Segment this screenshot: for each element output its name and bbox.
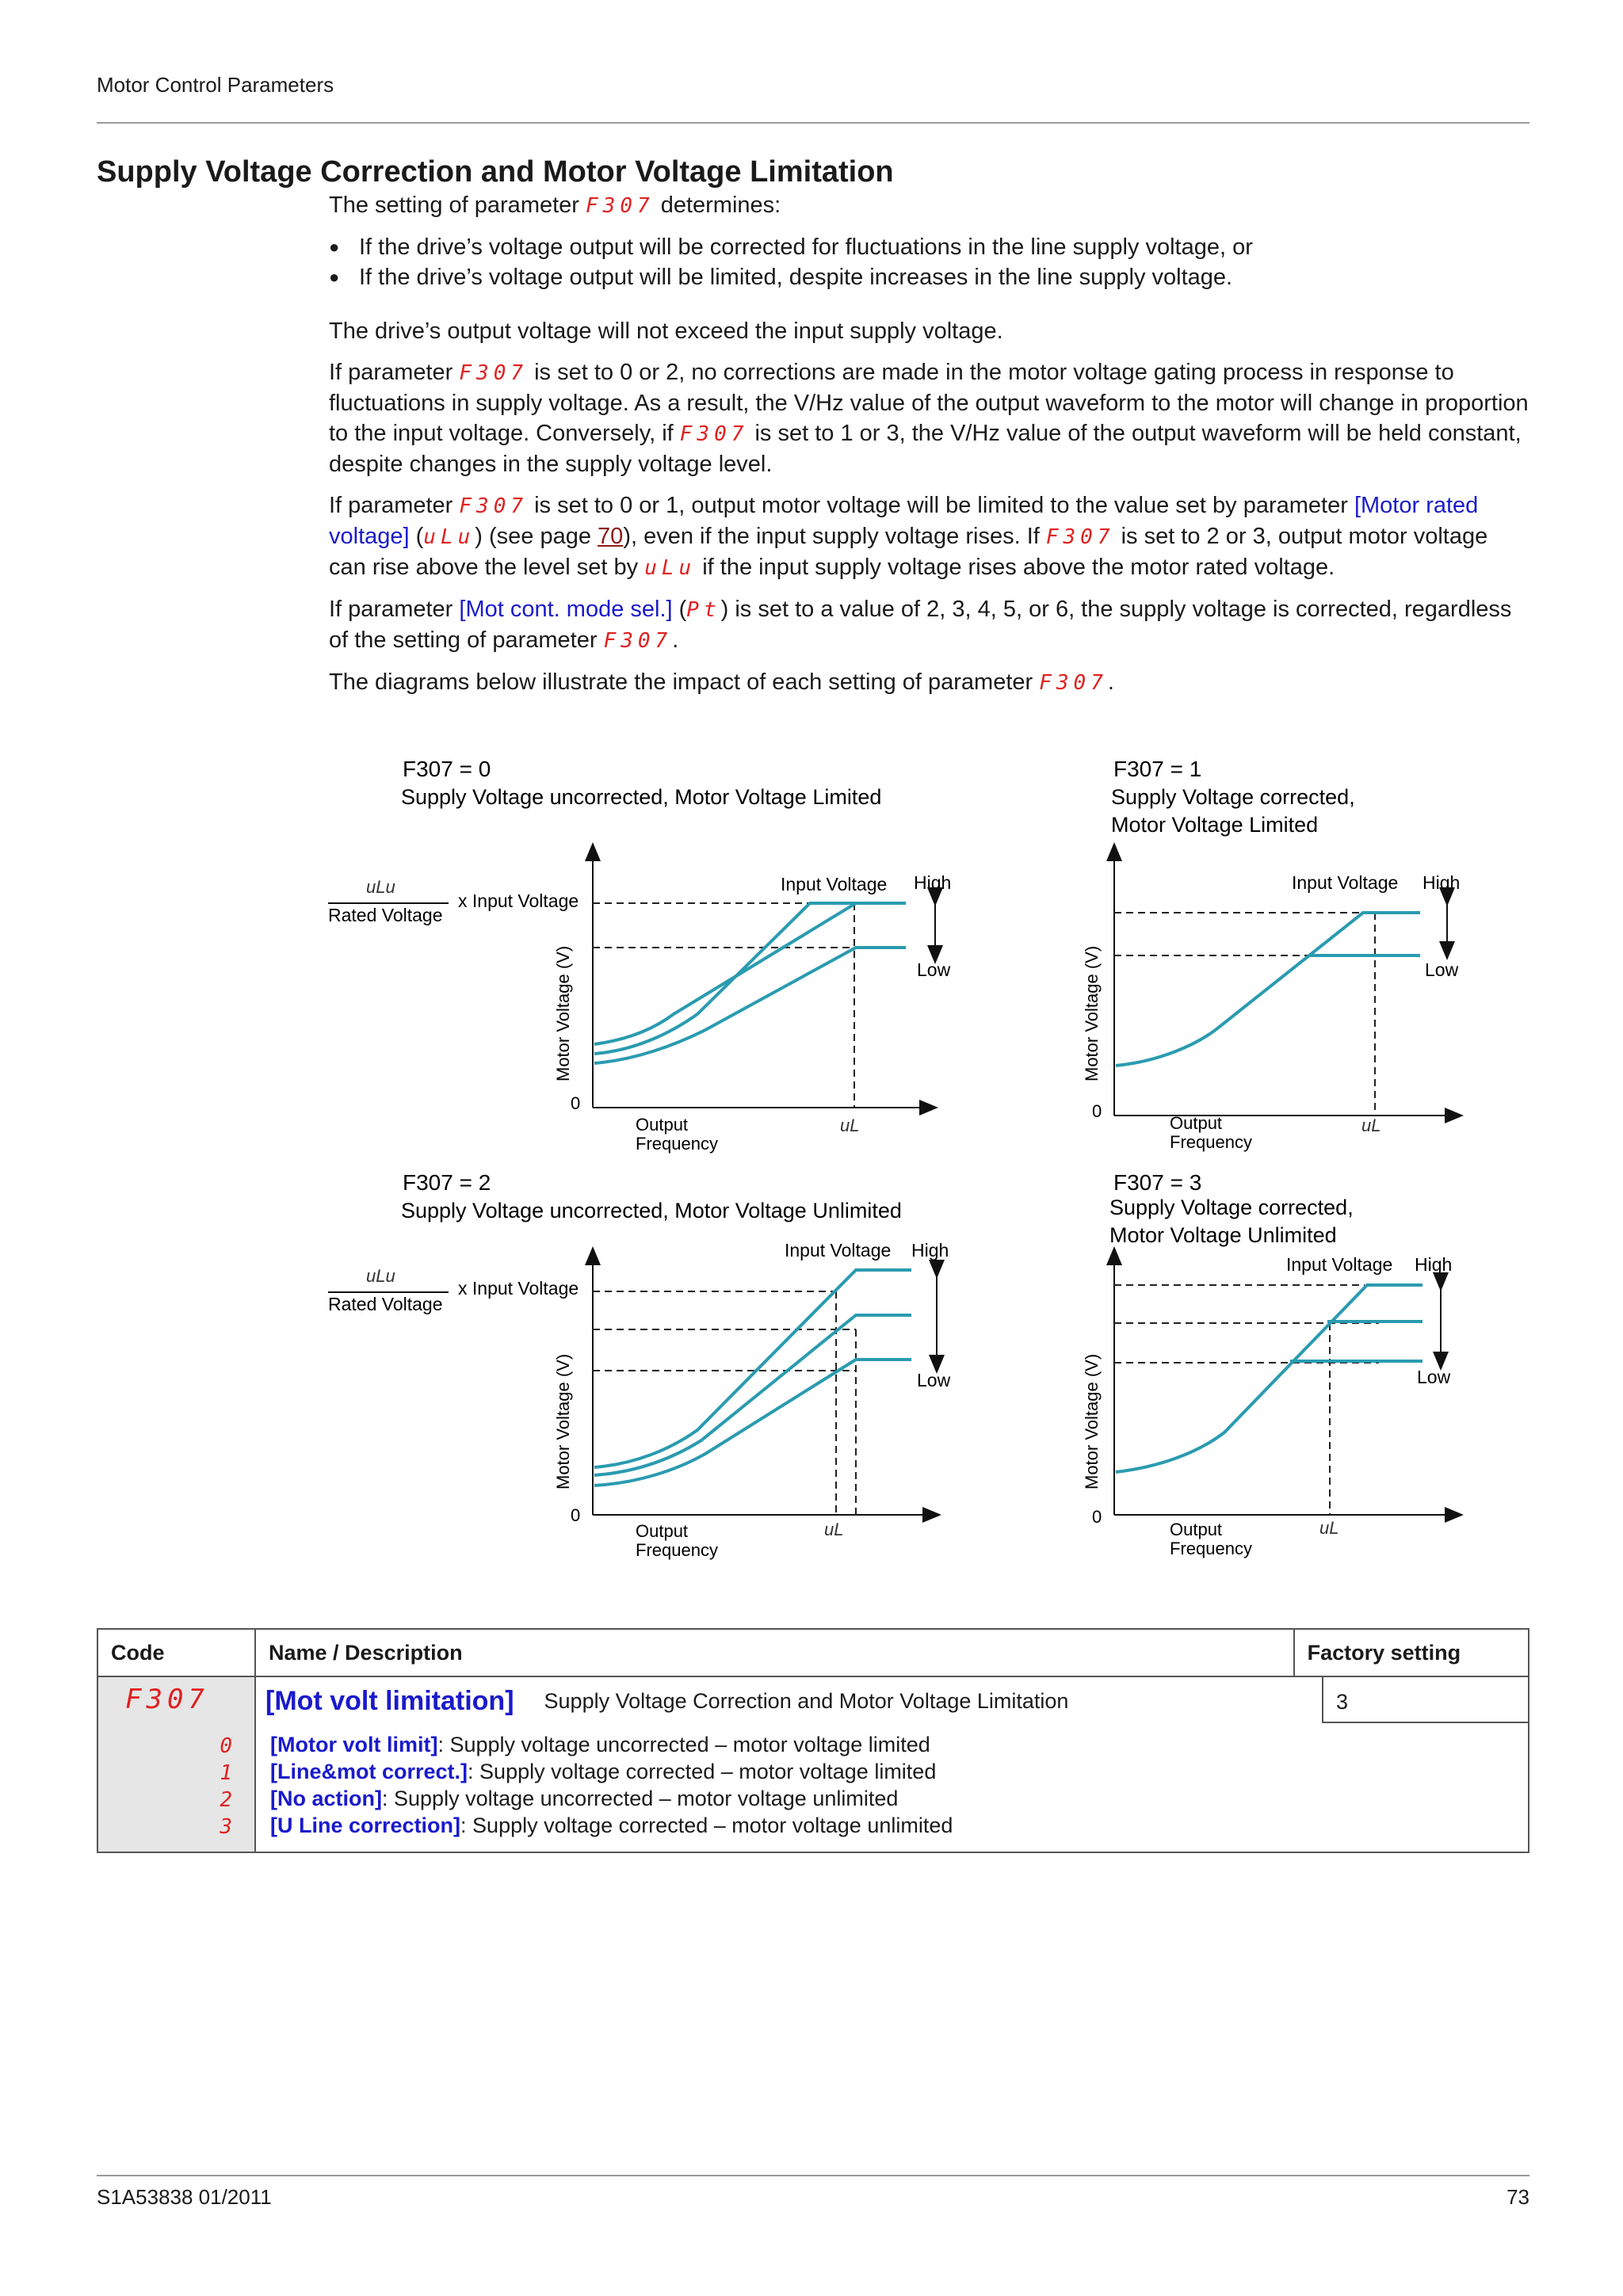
ul-label: uL bbox=[824, 1520, 844, 1539]
ulu-label: uLu bbox=[366, 1266, 395, 1286]
diagram-title: F307 = 0 bbox=[403, 757, 491, 781]
zero-label: 0 bbox=[571, 1505, 581, 1525]
diagram-subtitle: Motor Voltage Unlimited bbox=[1109, 1223, 1337, 1247]
option-item: [Line&mot correct.]: Supply voltage corrected – motor voltage limited bbox=[270, 1760, 937, 1783]
x-axis-label: Output bbox=[636, 1115, 689, 1135]
x-axis-label: Frequency bbox=[636, 1134, 718, 1154]
low-label: Low bbox=[917, 1370, 951, 1390]
low-label: Low bbox=[1417, 1367, 1451, 1387]
guide-lines bbox=[1114, 913, 1375, 1116]
paragraph: The drive’s output voltage will not exceed the input supply voltage. bbox=[329, 318, 1003, 344]
voltage-curves bbox=[594, 1270, 911, 1486]
option-item: [No action]: Supply voltage uncorrected – motor voltage unlimited bbox=[270, 1787, 899, 1810]
param-code: F307 bbox=[679, 422, 749, 446]
input-voltage-label: Input Voltage bbox=[1286, 1254, 1393, 1275]
paragraph: If parameter F307 is set to 0 or 1, output motor voltage will be limited to the value set by parameter [Motor rated voltage] (uLu) (see page 70), even if the input supply voltage rises. If F307 is set to 2 or 3, output motor voltage can rise above the level set by uLu if the input supply voltage rises above the motor rated voltage. bbox=[329, 493, 1488, 580]
ul-label: uL bbox=[840, 1116, 860, 1135]
option-code: 1 bbox=[220, 1761, 233, 1785]
param-code: F307 bbox=[603, 629, 673, 653]
option-code: 2 bbox=[220, 1788, 233, 1812]
param-description: Supply Voltage Correction and Motor Voltage Limitation bbox=[544, 1688, 1069, 1713]
y-axis-label: Motor Voltage (V) bbox=[553, 1353, 573, 1489]
x-axis-label: Output bbox=[1170, 1113, 1223, 1133]
param-code: uLu bbox=[644, 556, 697, 580]
rated-voltage-label: Rated Voltage bbox=[328, 905, 443, 925]
input-voltage-label: Input Voltage bbox=[1292, 872, 1399, 893]
y-axis-label: Motor Voltage (V) bbox=[1082, 1353, 1102, 1489]
diagram-subtitle: Supply Voltage uncorrected, Motor Voltage Limited bbox=[401, 785, 882, 809]
x-axis-label: Frequency bbox=[636, 1540, 718, 1560]
ul-label: uL bbox=[1361, 1116, 1381, 1135]
param-code: F307 bbox=[125, 1684, 209, 1715]
running-header: Motor Control Parameters bbox=[97, 73, 334, 97]
column-header: Name / Description bbox=[255, 1629, 1294, 1676]
diagram-f307-3 bbox=[1082, 1170, 1454, 1558]
list-item: ● If the drive’s voltage output will be limited, despite increases in the line supply voltage. bbox=[329, 262, 1529, 292]
option-code: 0 bbox=[220, 1734, 233, 1758]
x-axis-label: Output bbox=[636, 1521, 689, 1541]
diagram-subtitle: Supply Voltage corrected, bbox=[1109, 1196, 1354, 1219]
diagram-title: F307 = 2 bbox=[403, 1170, 491, 1195]
option-list bbox=[256, 1725, 1528, 1850]
paragraph: If parameter F307 is set to 0 or 2, no corrections are made in the motor voltage gating process in response to fluctuations in supply voltage. As a result, the V/Hz value of the output waveform to the motor will change in proportion to the input voltage. Conversely, if F307 is set to 1 or 3, the V/Hz value of the output waveform will be held constant, despite changes in the supply voltage level. bbox=[329, 360, 1529, 477]
guide-lines bbox=[593, 903, 854, 1108]
column-header: Factory setting bbox=[1294, 1629, 1529, 1676]
paragraph: If parameter [Mot cont. mode sel.] (Pt) is set to a value of 2, 3, 4, 5, or 6, the supply voltage is corrected, regardless of the setting of parameter F307. bbox=[329, 597, 1512, 653]
high-label: High bbox=[1415, 1254, 1453, 1275]
menu-label: [Mot cont. mode sel.] bbox=[459, 597, 673, 622]
low-label: Low bbox=[1425, 959, 1459, 980]
diagram-subtitle: Supply Voltage uncorrected, Motor Voltage Unlimited bbox=[401, 1199, 902, 1222]
x-input-voltage-label: x Input Voltage bbox=[458, 1278, 579, 1299]
factory-setting: 3 bbox=[1336, 1690, 1349, 1714]
input-voltage-label: Input Voltage bbox=[781, 874, 888, 894]
voltage-curves bbox=[594, 903, 906, 1063]
description-cell bbox=[255, 1676, 1529, 1852]
option-item: [Motor volt limit]: Supply voltage uncorrected – motor voltage limited bbox=[270, 1733, 930, 1756]
column-header: Code bbox=[97, 1629, 255, 1676]
diagram-subtitle: Motor Voltage Limited bbox=[1111, 813, 1319, 837]
code-cell bbox=[97, 1676, 255, 1852]
param-code: Pt bbox=[686, 598, 721, 622]
x-axis-label: Output bbox=[1170, 1520, 1223, 1539]
diagram-subtitle: Supply Voltage corrected, bbox=[1111, 785, 1355, 809]
param-code: F307 bbox=[586, 194, 655, 218]
parameter-table bbox=[97, 1628, 1529, 1853]
page-link[interactable]: 70 bbox=[598, 524, 624, 549]
intro-paragraph: The setting of parameter F307 determines: bbox=[329, 193, 781, 218]
diagram-f307-2 bbox=[328, 1170, 951, 1560]
diagram-f307-1 bbox=[1082, 757, 1460, 1152]
param-code: F307 bbox=[1039, 671, 1108, 695]
high-label: High bbox=[911, 1240, 949, 1261]
input-voltage-label: Input Voltage bbox=[785, 1240, 892, 1261]
high-label: High bbox=[914, 872, 952, 893]
diagram-title: F307 = 3 bbox=[1113, 1170, 1202, 1195]
paragraph: The diagrams below illustrate the impact of each setting of parameter F307. bbox=[329, 669, 1114, 695]
zero-label: 0 bbox=[1092, 1507, 1102, 1527]
section-title: Supply Voltage Correction and Motor Voltage Limitation bbox=[97, 155, 894, 189]
diagram-f307-0 bbox=[328, 757, 951, 1154]
rated-voltage-label: Rated Voltage bbox=[328, 1294, 443, 1314]
y-axis-label: Motor Voltage (V) bbox=[553, 945, 573, 1081]
param-code: uLu bbox=[423, 525, 475, 549]
x-axis-label: Frequency bbox=[1170, 1539, 1252, 1558]
list-item: ● If the drive’s voltage output will be corrected for fluctuations in the line supply voltage, or bbox=[329, 232, 1529, 262]
zero-label: 0 bbox=[571, 1093, 581, 1113]
footer-doc-id: S1A53838 01/2011 bbox=[97, 2185, 272, 2209]
param-code: F307 bbox=[459, 361, 529, 385]
table-row bbox=[97, 1676, 1529, 1852]
x-input-voltage-label: x Input Voltage bbox=[458, 891, 579, 911]
ulu-label: uLu bbox=[366, 877, 395, 897]
ul-label: uL bbox=[1319, 1518, 1339, 1538]
option-item: [U Line correction]: Supply voltage corrected – motor voltage unlimited bbox=[270, 1814, 953, 1837]
zero-label: 0 bbox=[1092, 1101, 1102, 1121]
y-axis-label: Motor Voltage (V) bbox=[1082, 945, 1102, 1081]
menu-label: [Motor rated voltage] bbox=[329, 493, 1479, 549]
param-code: F307 bbox=[1045, 525, 1115, 549]
param-code: F307 bbox=[459, 494, 529, 518]
page-number: 73 bbox=[1507, 2185, 1529, 2209]
high-label: High bbox=[1423, 872, 1461, 893]
diagram-title: F307 = 1 bbox=[1113, 757, 1202, 781]
option-code: 3 bbox=[220, 1815, 233, 1839]
voltage-curves bbox=[1116, 1285, 1423, 1472]
x-axis-label: Frequency bbox=[1170, 1132, 1252, 1152]
low-label: Low bbox=[917, 959, 951, 980]
param-name: [Mot volt limitation] bbox=[265, 1685, 514, 1716]
table-header-row bbox=[97, 1629, 1529, 1676]
factory-setting-cell bbox=[1322, 1676, 1529, 1723]
guide-lines bbox=[1114, 1285, 1379, 1515]
footer-rule bbox=[97, 2175, 1529, 2176]
